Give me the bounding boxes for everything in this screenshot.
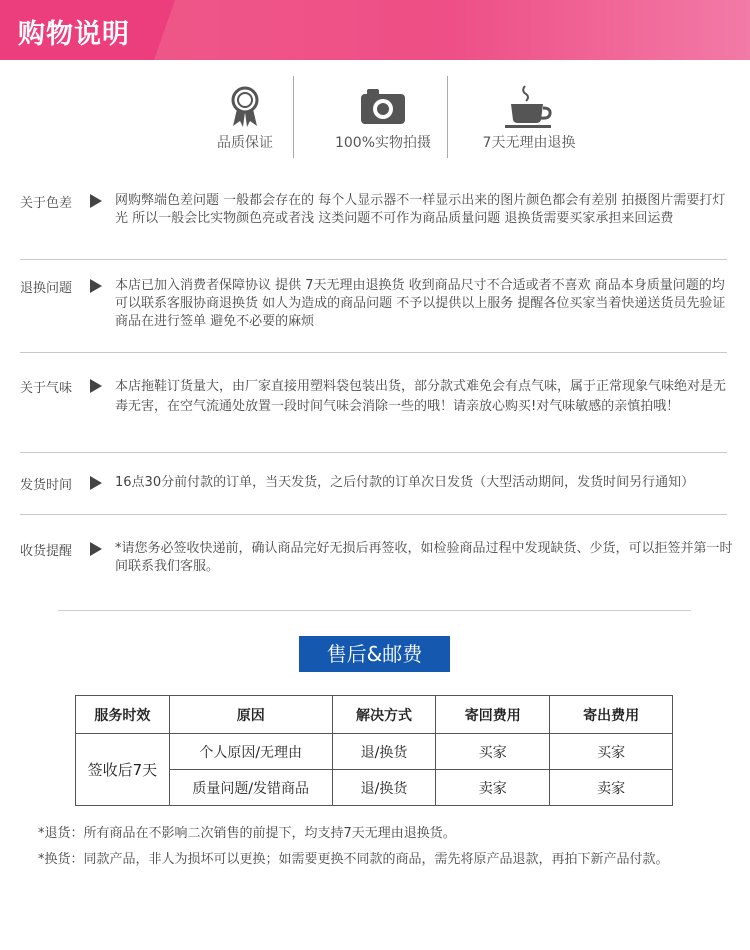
- divider: [20, 452, 727, 453]
- info-text: 本店拖鞋订货量大，由厂家直接用塑料袋包装出货，部分款式难免会有点气味，属于正常现象气味绝对是无毒无害，在空气流通处放置一段时间气味会消除一些的哦！请亲放心购买!对气味敏感的亲慎拍哦！: [115, 379, 727, 414]
- divider: [20, 514, 727, 515]
- info-text: 16点30分前付款的订单，当天发货，之后付款的订单次日发货（大型活动期间，发货时间另行通知）: [115, 475, 695, 490]
- table-cell: 退/换货: [332, 734, 436, 770]
- info-label: 关于色差: [20, 196, 73, 211]
- info-label: 关于气味: [20, 381, 73, 396]
- feature-label: 100%实物拍摄: [334, 135, 432, 151]
- table-header: 寄回费用: [436, 696, 550, 734]
- coffee-cup-icon: [499, 84, 559, 128]
- feature-strip: [175, 72, 595, 162]
- table-cell: 买家: [436, 734, 550, 770]
- table-cell: 买家: [550, 734, 673, 770]
- note-exchange: *换货：同款产品，非人为损坏可以更换；如需要更换不同款的商品，需先将原产品退款，再拍下新产品付款。: [38, 852, 669, 867]
- header-banner: [0, 0, 750, 60]
- table-header: 寄出费用: [550, 696, 673, 734]
- info-label: 发货时间: [20, 478, 73, 493]
- info-label: 退换问题: [20, 281, 73, 296]
- table-header: 解决方式: [332, 696, 436, 734]
- feature-divider: [447, 76, 448, 158]
- arrow-right-icon: [90, 279, 102, 293]
- ribbon-award-icon: [215, 84, 275, 128]
- arrow-right-icon: [90, 194, 102, 208]
- feature-label: 7天无理由退换: [482, 135, 576, 151]
- table-header-row: [76, 696, 673, 734]
- table-cell: 卖家: [436, 770, 550, 806]
- page-title: 购物说明: [18, 19, 130, 50]
- table-cell: 退/换货: [332, 770, 436, 806]
- table-cell: 个人原因/无理由: [169, 734, 332, 770]
- info-text: 网购弊端色差问题 一般都会存在的 每个人显示器不一样显示出来的图片颜色都会有差别 拍摄图片需要打灯光 所以一般会比实物颜色亮或者浅 这类问题不可作为商品质量问题 退换货需要买家承担来回运费: [115, 193, 726, 226]
- feature-divider: [293, 76, 294, 158]
- info-text: *请您务必签收快递前，确认商品完好无损后再签收，如检验商品过程中发现缺货、少货，可以拒签并第一时间联系我们客服。: [115, 541, 733, 574]
- section-title: 售后&邮费: [299, 636, 450, 672]
- info-label: 收货提醒: [20, 544, 73, 559]
- feature-quality: [175, 72, 315, 162]
- divider: [20, 259, 727, 260]
- feature-return: [459, 72, 599, 162]
- feature-label: 品质保证: [217, 135, 273, 151]
- table-cell: 卖家: [550, 770, 673, 806]
- feature-real-photo: [313, 72, 453, 162]
- table-cell-group: 签收后7天: [76, 734, 170, 806]
- table-header: 服务时效: [76, 696, 170, 734]
- after-sales-table: [75, 695, 673, 806]
- arrow-right-icon: [90, 542, 102, 556]
- table-cell: 质量问题/发错商品: [169, 770, 332, 806]
- info-text: 本店已加入消费者保障协议 提供 7天无理由退换货 收到商品尺寸不合适或者不喜欢 商品本身质量问题的均可以联系客服协商退换货 如人为造成的商品问题 不予以提供以上服务 提醒各位买家当着快递送货员先验证商品在进行签单 避免不必要的麻烦: [115, 278, 726, 329]
- section-divider: [58, 610, 691, 611]
- camera-icon: [353, 84, 413, 128]
- arrow-right-icon: [90, 379, 102, 393]
- arrow-right-icon: [90, 476, 102, 490]
- table-row: [76, 734, 673, 770]
- table-header: 原因: [169, 696, 332, 734]
- divider: [20, 352, 727, 353]
- note-return: *退货：所有商品在不影响二次销售的前提下，均支持7天无理由退换货。: [38, 826, 456, 841]
